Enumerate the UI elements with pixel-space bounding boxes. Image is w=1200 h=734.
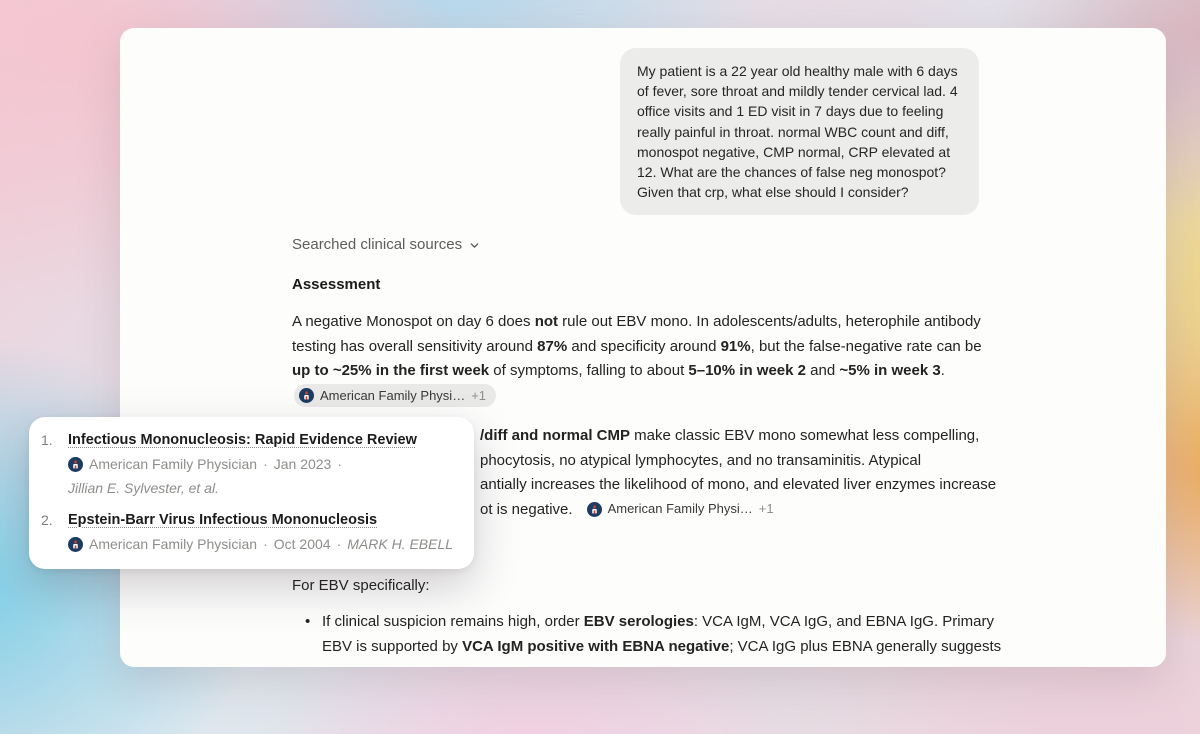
paragraph-line: EBV is supported by VCA IgM positive with EBNA negative; VCA IgG plus EBNA generally suggests: [322, 637, 1002, 655]
afp-source-icon: [299, 388, 314, 403]
search-sources-label: Searched clinical sources: [292, 236, 463, 253]
bullet-item-text: [322, 610, 1001, 659]
separator-dot: ·: [337, 456, 343, 472]
assessment-paragraph-2: [480, 424, 996, 522]
separator-dot: ·: [263, 536, 268, 552]
assessment-paragraph-1: [292, 310, 982, 384]
chat-card: [120, 28, 1166, 667]
separator-dot: ·: [263, 456, 268, 472]
citation-chip-label: American Family Physi…: [607, 501, 753, 517]
bullet-icon: •: [305, 613, 311, 630]
citation-author: MARK H. EBELL: [347, 536, 454, 552]
citation-body: [68, 508, 453, 556]
citation-item: [41, 508, 458, 556]
user-message-bubble: [620, 48, 979, 215]
citation-chip-count: +1: [471, 388, 487, 403]
citation-author: Jillian E. Sylvester, et al.: [68, 480, 219, 496]
citation-chip-label: American Family Physi…: [320, 388, 466, 403]
citation-chip-row: [294, 384, 496, 408]
paragraph-line: antially increases the likelihood of mono, and elevated liver enzymes increase: [480, 476, 997, 493]
for-ebv-line: For EBV specifically:: [292, 577, 430, 594]
citation-title-link[interactable]: Infectious Mononucleosis: Rapid Evidence Review: [68, 432, 417, 448]
paragraph-line: phocytosis, no atypical lymphocytes, and no transaminitis. Atypical: [480, 451, 922, 469]
paragraph-line: up to ~25% in the first week of symptoms, falling to about 5–10% in week 2 and ~5% in week 3.: [292, 362, 945, 379]
paragraph-line: testing has overall sensitivity around 87% and specificity around 91%, but the false-negative rate can be: [292, 337, 982, 355]
citation-chip[interactable]: [294, 384, 496, 407]
chevron-down-icon: [469, 240, 480, 251]
citation-body: [68, 428, 417, 500]
separator-dot: ·: [336, 536, 342, 552]
assessment-heading: Assessment: [292, 276, 381, 293]
citation-title-link[interactable]: Epstein-Barr Virus Infectious Mononucleosis: [68, 512, 378, 528]
paragraph-line: ot is negative. American Family Physi… +1: [480, 498, 996, 523]
citation-meta: [68, 452, 417, 476]
citation-number: 1.: [41, 432, 53, 448]
citation-date: Oct 2004: [273, 536, 331, 552]
afp-source-icon: [587, 502, 602, 517]
bullet-list-item: [305, 610, 1001, 659]
paragraph-line: /diff and normal CMP make classic EBV mono somewhat less compelling,: [480, 427, 980, 444]
citation-item: [41, 428, 458, 500]
citation-meta: [68, 532, 453, 556]
citation-source: American Family Physician: [89, 456, 258, 472]
afp-source-icon: [68, 537, 83, 552]
citation-date: Jan 2023: [273, 456, 332, 472]
citation-chip-count: +1: [758, 501, 774, 517]
user-message-text: My patient is a 22 year old healthy male with 6 days of fever, sore throat and mildly tender cervical lad. 4 office visits and 1 ED visit in 7 days due to feeling really painful in throat. normal WBC count and diff, monospot negative, CMP normal, CRP elevated at 12. What are the chances of false neg monospot? Given that crp, what else should I consider?: [637, 63, 958, 201]
citations-popover: [29, 417, 474, 569]
citation-source: American Family Physician: [89, 536, 258, 552]
citation-chip[interactable]: [587, 498, 774, 521]
paragraph-line: A negative Monospot on day 6 does not rule out EBV mono. In adolescents/adults, heterophile antibody: [292, 313, 981, 330]
paragraph-line: If clinical suspicion remains high, order EBV serologies: VCA IgM, VCA IgG, and EBNA IgG. Primary: [322, 613, 994, 630]
conversation-content: [292, 28, 1002, 667]
citation-number: 2.: [41, 512, 53, 528]
afp-source-icon: [68, 457, 83, 472]
search-sources-toggle[interactable]: [292, 236, 480, 253]
